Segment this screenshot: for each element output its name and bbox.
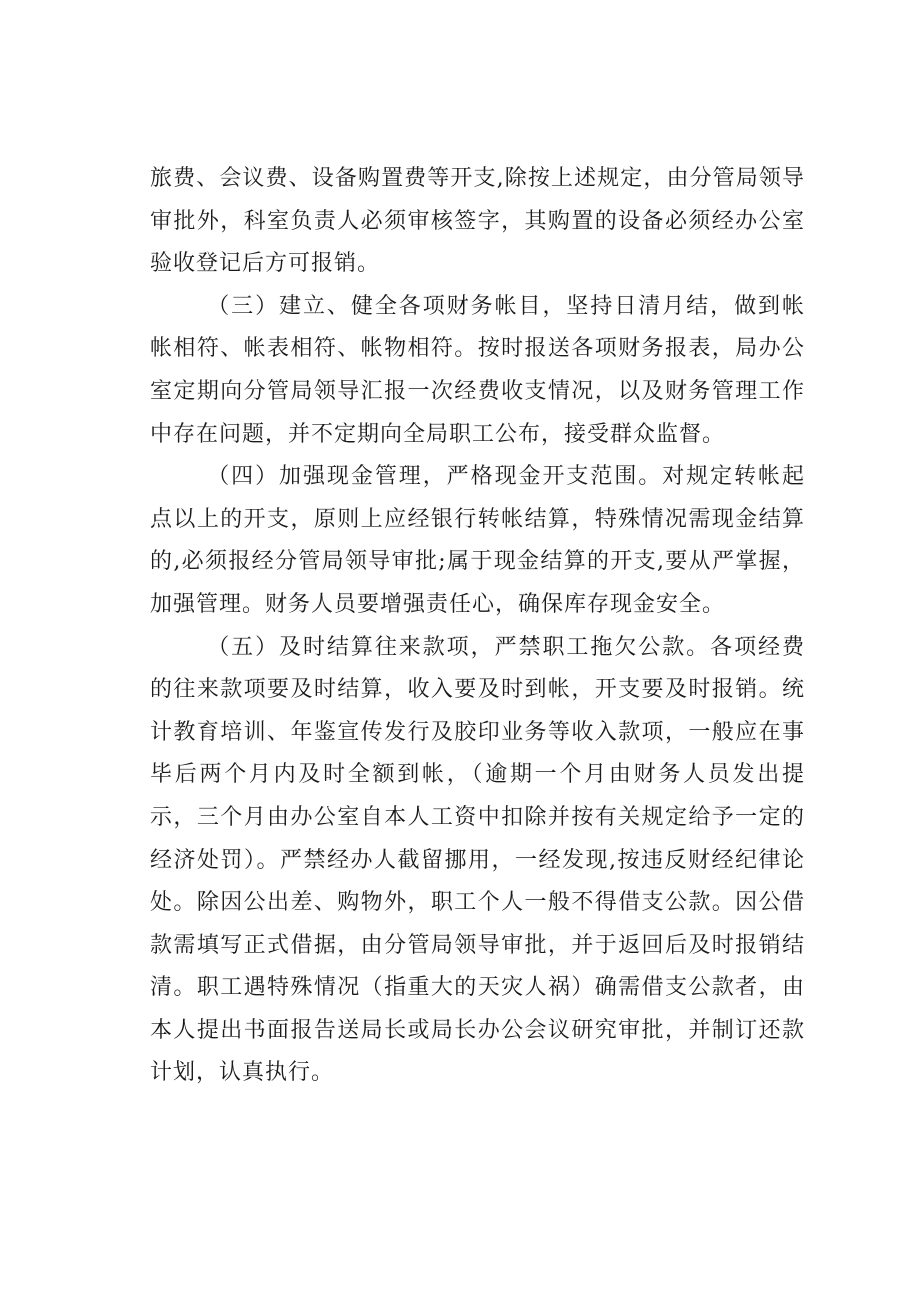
paragraph-section-3: （三）建立、健全各项财务帐目，坚持日清月结，做到帐帐相符、帐表相符、帐物相符。按时报送各项财务报表，局办公室定期向分管局领导汇报一次经费收支情况，以及财务管理工作中存在问题，并不定期向全局职工公布，接受群众监督。 <box>150 293 805 447</box>
paragraph-continuation: 旅费、会议费、设备购置费等开支,除按上述规定，由分管局领导审批外，科室负责人必须审核签字，其购置的设备必须经办公室验收登记后方可报销。 <box>150 166 805 277</box>
document-body <box>150 158 805 1095</box>
paragraph-section-4: （四）加强现金管理，严格现金开支范围。对规定转帐起点以上的开支，原则上应经银行转帐结算，特殊情况需现金结算的,必须报经分管局领导审批;属于现金结算的开支,要从严掌握，加强管理。财务人员要增强责任心，确保库存现金安全。 <box>150 464 805 617</box>
paragraph-section-5: （五）及时结算往来款项，严禁职工拖欠公款。各项经费的往来款项要及时结算，收入要及时到帐，开支要及时报销。统计教育培训、年鉴宣传发行及胶印业务等收入款项，一般应在事毕后两个月内及时全额到帐，（逾期一个月由财务人员发出提示，三个月由办公室自本人工资中扣除并按有关规定给予一定的经济处罚）。严禁经办人截留挪用，一经发现,按违反财经纪律论处。除因公出差、购物外，职工个人一般不得借支公款。因公借款需填写正式借据，由分管局领导审批，并于返回后及时报销结清。职工遇特殊情况（指重大的天灾人祸）确需借支公款者，由本人提出书面报告送局长或局长办公会议研究审批，并制订还款计划，认真执行。 <box>150 634 805 1086</box>
